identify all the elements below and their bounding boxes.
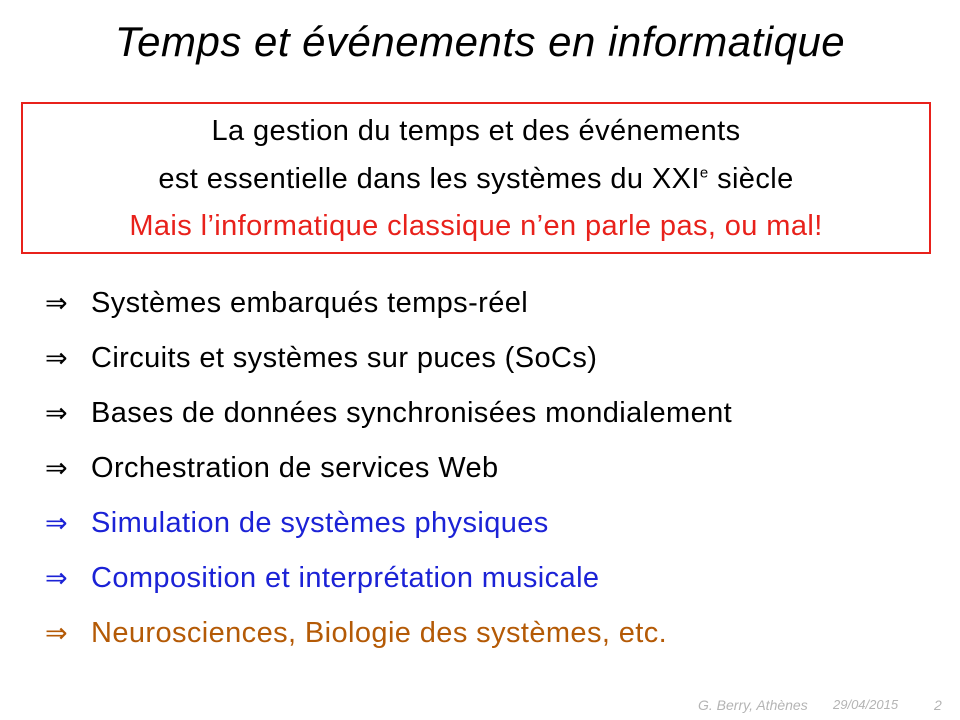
bullet-text: Bases de données synchronisées mondialement — [91, 397, 733, 429]
bullet-text: Circuits et systèmes sur puces (SoCs) — [91, 342, 598, 374]
bullet-text: Neurosciences, Biologie des systèmes, etc. — [91, 617, 668, 649]
footer-author: G. Berry, Athènes — [698, 697, 808, 713]
bullet-item — [45, 551, 945, 606]
implies-arrow-icon: ⇒ — [45, 563, 69, 594]
bullet-item — [45, 441, 945, 496]
implies-arrow-icon: ⇒ — [45, 618, 69, 649]
bullet-list — [45, 276, 945, 661]
box-line-2-prefix: est essentielle dans les systèmes du XXI — [158, 163, 700, 195]
box-line-2-suffix: siècle — [708, 163, 794, 195]
bullet-text: Orchestration de services Web — [91, 452, 499, 484]
footer-date: 29/04/2015 — [833, 697, 899, 712]
bullet-item — [45, 276, 945, 331]
implies-arrow-icon: ⇒ — [45, 453, 69, 484]
bullet-item — [45, 606, 945, 661]
implies-arrow-icon: ⇒ — [45, 508, 69, 539]
box-line-1: La gestion du temps et des événements — [211, 115, 741, 147]
bullet-item — [45, 331, 945, 386]
implies-arrow-icon: ⇒ — [45, 398, 69, 429]
implies-arrow-icon: ⇒ — [45, 288, 69, 319]
bullet-item — [45, 496, 945, 551]
bullet-item — [45, 386, 945, 441]
bullet-text: Simulation de systèmes physiques — [91, 507, 549, 539]
slide-title: Temps et événements en informatique — [114, 18, 846, 65]
page-number: 2 — [934, 697, 942, 713]
bullet-text: Systèmes embarqués temps-réel — [91, 287, 529, 319]
century-superscript: e — [699, 164, 709, 182]
box-line-2 — [23, 163, 929, 196]
bullet-text: Composition et interprétation musicale — [91, 562, 600, 594]
implies-arrow-icon: ⇒ — [45, 343, 69, 374]
box-line-3: Mais l’informatique classique n’en parle pas, ou mal! — [129, 210, 823, 242]
highlight-box — [21, 102, 931, 254]
